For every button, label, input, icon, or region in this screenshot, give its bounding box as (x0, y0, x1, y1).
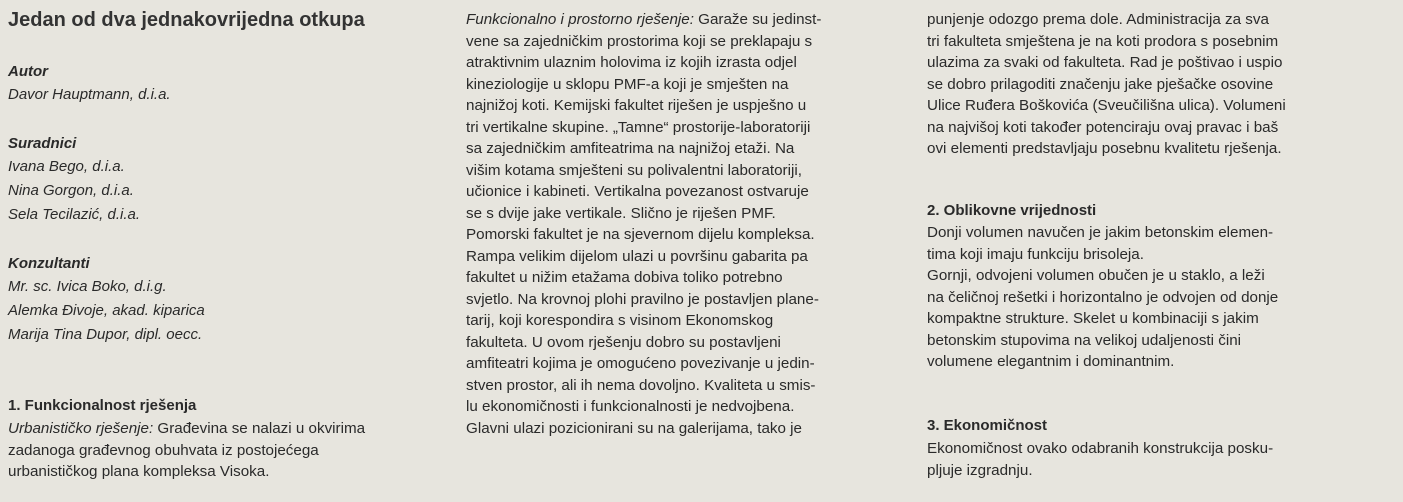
paragraph-line: Donji volumen navučen je jakim betonskim elemen- (927, 224, 1274, 241)
paragraph-line: Glavni ulazi pozicionirani su na galerijama, tako je (466, 419, 802, 437)
paragraph-line: atraktivnim ulaznim holovima iz kojih izrasta odjel (466, 54, 797, 71)
paragraph-line: Ulice Ruđera Boškovića (Sveučilišna ulica). Volumeni (927, 97, 1286, 114)
collaborators-label: Suradnici (8, 135, 77, 152)
functional-paragraph (466, 9, 821, 439)
section-2-paragraph (927, 222, 1278, 373)
paragraph-line: fakulteta. U ovom rješenju dobro su postavljeni (466, 333, 781, 351)
section-3-heading: 3. Ekonomičnost (927, 417, 1048, 434)
paragraph-line: Rampa velikim dijelom ulazi u površinu gabarita pa (466, 247, 808, 265)
paragraph-line: vene sa zajedničkim prostorima koji se preklapaju s (466, 32, 813, 50)
paragraph-line: tarij, koji korespondira s visinom Ekonomskog (466, 312, 774, 329)
consultant-name: Marija Tina Dupor, dipl. oecc. (8, 326, 203, 343)
paragraph-line (466, 9, 821, 31)
paragraph-line: ulazima za svaki od fakulteta. Rad je poštivao i uspio (927, 54, 1283, 71)
consultant-name: Mr. sc. Ivica Boko, d.i.g. (8, 278, 167, 295)
paragraph-line: pljuje izgradnju. (927, 461, 1033, 479)
collaborator-name: Sela Tecilazić, d.i.a. (8, 206, 141, 223)
author-label: Autor (8, 63, 48, 80)
paragraph-line: Gornji, odvojeni volumen obučen je u staklo, a leži (927, 267, 1265, 284)
section-1-lead: Urbanističko rješenje: (8, 420, 154, 437)
paragraph-line: kompaktne strukture. Skelet u kombinaciji s jakim (927, 310, 1259, 327)
section-1-paragraph (8, 418, 365, 483)
paragraph-line: najnižoj koti. Kemijski fakultet riješen je uspješno u (466, 97, 807, 114)
paragraph-line: svjetlo. Na krovnoj plohi pravilno je postavljen plane- (466, 290, 819, 308)
paragraph-line: tri vertikalne skupine. „Tamne“ prostorije-laboratoriji (466, 118, 811, 136)
paragraph-line: tima koji imaju funkciju brisoleja. (927, 245, 1144, 263)
paragraph-line: višim kotama smješteni su polivalentni laboratoriji, (466, 161, 802, 179)
paragraph-line: stven prostor, ali ih nema dovoljno. Kvaliteta u smis- (466, 376, 816, 394)
consultant-name: Alemka Đivoje, akad. kiparica (8, 302, 205, 319)
paragraph-line: punjenje odozgo prema dole. Administracija za sva (927, 11, 1269, 28)
paragraph-line: zadanoga građevnog obuhvata iz postojećega (8, 441, 319, 459)
paragraph-line: tri fakulteta smještena je na koti prodora s posebnim (927, 32, 1279, 50)
paragraph-line: Pomorski fakultet je na sjevernom dijelu kompleksa. (466, 226, 815, 243)
section-1-heading: 1. Funkcionalnost rješenja (8, 397, 197, 414)
section-3-paragraph (927, 438, 1273, 481)
paragraph-line: urbanističkog plana kompleksa Visoka. (8, 463, 270, 480)
page-title: Jedan od dva jednakovrijedna otkupa (8, 9, 365, 31)
collaborator-name: Ivana Bego, d.i.a. (8, 158, 125, 175)
paragraph-line: na najvišoj koti također potenciraju ovaj pravac i baš (927, 118, 1279, 136)
author-name: Davor Hauptmann, d.i.a. (8, 86, 171, 103)
paragraph-line: kineziologije u sklopu PMF-a koji je smješten na (466, 75, 789, 93)
line-text: Garaže su jedinst- (693, 11, 822, 28)
continuation-paragraph (927, 9, 1286, 160)
paragraph-line: se dobro prilagoditi značenju jake pješačke osovine (927, 75, 1274, 93)
paragraph-line: fakultet u nižim etažama dobiva toliko potrebno (466, 269, 783, 286)
paragraph-line: se s dvije jake vertikale. Slično je riješen PMF. (466, 204, 776, 222)
paragraph-line: učionice i kabineti. Vertikalna povezanost ostvaruje (466, 183, 809, 200)
paragraph-line (8, 418, 365, 440)
paragraph-line: volumene elegantnim i dominantnim. (927, 353, 1175, 370)
section-2-heading: 2. Oblikovne vrijednosti (927, 202, 1097, 219)
paragraph-line: lu ekonomičnosti i funkcionalnosti je nedvojbena. (466, 398, 795, 415)
line-text: Građevina se nalazi u okvirima (153, 420, 366, 437)
paragraph-line: ovi elementi predstavljaju posebnu kvalitetu rješenja. (927, 140, 1282, 157)
paragraph-line: sa zajedničkim amfiteatrima na najnižoj etaži. Na (466, 140, 795, 157)
paragraph-line: betonskim stupovima na velikoj udaljenosti čini (927, 331, 1242, 349)
collaborator-name: Nina Gorgon, d.i.a. (8, 182, 134, 199)
functional-lead: Funkcionalno i prostorno rješenje: (466, 11, 694, 28)
paragraph-line: amfiteatri kojima je omogućeno povezivanje u jedin- (466, 355, 815, 372)
paragraph-line: na čeličnoj rešetki i horizontalno je odvojen od donje (927, 288, 1279, 306)
paragraph-line: Ekonomičnost ovako odabranih konstrukcija posku- (927, 440, 1274, 457)
consultants-label: Konzultanti (8, 255, 90, 272)
